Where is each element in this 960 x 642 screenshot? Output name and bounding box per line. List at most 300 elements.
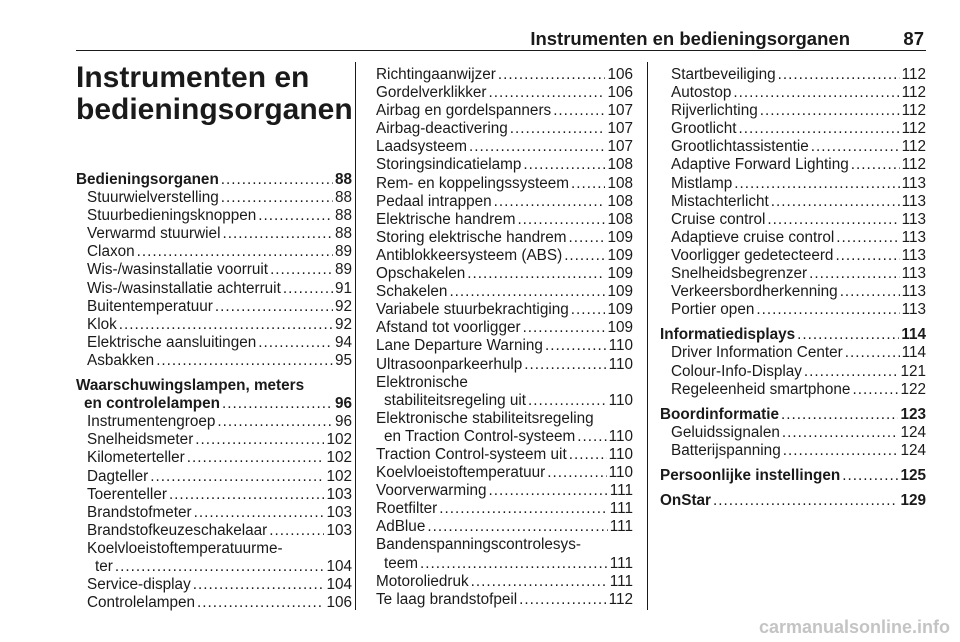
- toc-entry[interactable]: [365, 193, 633, 211]
- dot-leader: [489, 84, 606, 102]
- toc-entry[interactable]: [660, 138, 926, 156]
- toc-section[interactable]: [660, 492, 926, 510]
- toc-entry[interactable]: [76, 522, 352, 540]
- dot-leader: [569, 446, 607, 464]
- dot-leader: [187, 449, 325, 467]
- toc-entry[interactable]: [660, 193, 926, 211]
- dot-leader: [197, 594, 324, 612]
- toc-entry[interactable]: [660, 175, 926, 193]
- toc-entry-text: Controlelampen: [87, 594, 195, 612]
- toc-page-number: 113: [901, 301, 926, 319]
- toc-entry-text: Airbag en gordelspanners: [376, 102, 552, 120]
- chapter-title-line-1: Instrumenten en: [76, 61, 310, 94]
- toc-entry-text-line: Elektronische stabiliteitsregeling: [376, 409, 594, 427]
- toc-page-number: 113: [901, 228, 926, 246]
- toc-entry[interactable]: [365, 500, 633, 518]
- toc-entry-text: Storing elektrische handrem: [376, 228, 567, 246]
- toc-page-number: 102: [326, 449, 352, 467]
- dot-leader: [467, 265, 605, 283]
- toc-entry-text: Variabele stuurbekrachtiging: [376, 301, 569, 319]
- toc-entry-text: Bedieningsorganen: [76, 171, 219, 188]
- toc-entry-text: Wis-/wasinstallatie achterruit: [87, 279, 281, 297]
- toc-entry[interactable]: [365, 283, 633, 301]
- toc-page-number: 92: [334, 297, 352, 315]
- dot-leader: [221, 171, 333, 189]
- toc-entry-text: Service-display: [87, 576, 191, 594]
- toc-entry-text: Elektrische aansluitingen: [87, 333, 257, 351]
- toc-page-number: 112: [901, 66, 926, 83]
- toc-entry[interactable]: [76, 431, 352, 449]
- toc-entry[interactable]: [365, 120, 633, 138]
- toc-page-number: 123: [900, 405, 926, 423]
- dot-leader: [545, 337, 607, 355]
- toc-entry-text: Asbakken: [87, 351, 155, 369]
- toc-entry-text-line: Koelvloeistoftemperatuurme-: [87, 539, 283, 557]
- toc-page-number: 89: [334, 261, 352, 279]
- toc-entry[interactable]: [660, 84, 926, 102]
- chapter-title-line-2: bedieningsorganen: [76, 93, 353, 126]
- toc-entry-text: Regeleenheid smartphone: [671, 380, 851, 398]
- toc-entry-text: Brandstofkeuzeschakelaar: [87, 521, 268, 539]
- dot-leader: [571, 301, 606, 319]
- dot-leader: [489, 482, 608, 500]
- toc-entry-text: Adaptive Forward Lighting: [671, 156, 849, 174]
- toc-entry-text: ter: [95, 557, 113, 575]
- dot-leader: [738, 120, 899, 138]
- dot-leader: [524, 356, 606, 374]
- toc-entry[interactable]: [365, 446, 633, 464]
- toc-entry-text: Snelheidsmeter: [87, 431, 194, 449]
- dot-leader: [778, 66, 900, 84]
- toc-entry[interactable]: [660, 120, 926, 138]
- toc-entry[interactable]: [76, 576, 352, 594]
- toc-entry-text: OnStar: [660, 492, 711, 510]
- toc-entry-text: Stuurwielverstelling: [87, 189, 219, 207]
- toc-page-number: 89: [334, 243, 352, 261]
- dot-leader: [195, 431, 324, 449]
- toc-entry-text: Grootlicht: [671, 120, 737, 138]
- toc-entry-text: Dagteller: [87, 467, 149, 485]
- toc-page-number: 109: [607, 265, 633, 283]
- toc-page-number: 96: [334, 413, 352, 431]
- dot-leader: [194, 504, 325, 522]
- toc-entry-text: Toerenteller: [87, 485, 167, 503]
- dot-leader: [564, 247, 605, 265]
- dot-leader: [269, 522, 324, 540]
- dot-leader: [150, 468, 324, 486]
- toc-page-number: 95: [334, 351, 352, 369]
- dot-leader: [842, 467, 898, 485]
- toc-page-number: 103: [326, 503, 352, 521]
- toc-section[interactable]: [76, 377, 352, 413]
- toc-entry[interactable]: [365, 464, 633, 482]
- toc-entry-text: Colour-Info-Display: [671, 362, 802, 380]
- toc-entry-text: Storingsindicatielamp: [376, 156, 522, 174]
- toc-entry[interactable]: [660, 66, 926, 84]
- toc-page-number: 112: [901, 156, 926, 174]
- dot-leader: [836, 229, 899, 247]
- toc-entry[interactable]: [76, 207, 352, 225]
- dot-leader: [222, 395, 333, 413]
- toc-page-number: 109: [607, 283, 633, 301]
- toc-entry[interactable]: [365, 518, 633, 536]
- toc-page-number: 124: [900, 441, 926, 459]
- toc-section[interactable]: [660, 406, 926, 424]
- toc-entry[interactable]: [76, 540, 352, 576]
- toc-entry-text: Brandstofmeter: [87, 503, 192, 521]
- toc-entry-text: Informatiedisplays: [660, 326, 796, 344]
- toc-entry[interactable]: [76, 504, 352, 522]
- dot-leader: [781, 406, 898, 424]
- dot-leader: [439, 500, 608, 518]
- toc-page-number: 110: [608, 337, 633, 355]
- dot-leader: [115, 558, 325, 576]
- dot-leader: [156, 352, 333, 370]
- toc-entry[interactable]: [365, 591, 633, 609]
- toc-entry-text: Cruise control: [671, 210, 766, 228]
- dot-leader: [809, 265, 900, 283]
- toc-entry-text: Elektrische handrem: [376, 210, 516, 228]
- toc-page-number: 102: [326, 467, 352, 485]
- toc-page-number: 111: [609, 572, 633, 590]
- toc-entry-text-line: Waarschuwingslampen, meters: [76, 377, 305, 395]
- toc-entry[interactable]: [660, 344, 926, 362]
- toc-page-number: 106: [607, 66, 633, 83]
- toc-entry-text: Boordinformatie: [660, 405, 779, 423]
- chapter-title: [76, 62, 353, 126]
- toc-page-number: 114: [901, 344, 926, 362]
- toc-page-number: 112: [901, 120, 926, 138]
- dot-leader: [498, 66, 606, 84]
- toc-entry-text: Gordelverklikker: [376, 84, 487, 102]
- dot-leader: [577, 428, 606, 446]
- toc-page-number: 109: [607, 246, 633, 264]
- dot-leader: [547, 464, 606, 482]
- toc-entry[interactable]: [660, 156, 926, 174]
- dot-leader: [258, 334, 333, 352]
- dot-leader: [427, 518, 607, 536]
- dot-leader: [193, 576, 325, 594]
- dot-leader: [804, 363, 899, 381]
- toc-entry[interactable]: [76, 334, 352, 352]
- toc-entry[interactable]: [660, 102, 926, 120]
- toc-entry-text: Verkeersbordherkenning: [671, 283, 838, 301]
- dot-leader: [169, 486, 325, 504]
- dot-leader: [811, 138, 900, 156]
- toc-page-number: 112: [901, 84, 926, 102]
- dot-leader: [517, 211, 605, 229]
- toc-entry-text: Adaptieve cruise control: [671, 228, 835, 246]
- toc-entry-text: Wis-/wasinstallatie voorruit: [87, 261, 269, 279]
- dot-leader: [222, 225, 333, 243]
- dot-leader: [494, 193, 606, 211]
- toc-page-number: 113: [901, 192, 926, 210]
- toc-entry[interactable]: [365, 229, 633, 247]
- dot-leader: [835, 247, 899, 265]
- toc-entry[interactable]: [76, 486, 352, 504]
- dot-leader: [449, 283, 605, 301]
- toc-page-number: 125: [900, 466, 926, 484]
- toc-page-number: 106: [607, 84, 633, 102]
- toc-entry-text: Kilometerteller: [87, 449, 185, 467]
- dot-leader: [771, 193, 900, 211]
- dot-leader: [523, 156, 605, 174]
- toc-entry[interactable]: [76, 261, 352, 279]
- toc-entry-text: Verwarmd stuurwiel: [87, 225, 221, 243]
- dot-leader: [845, 344, 900, 362]
- toc-page-number: 108: [607, 156, 633, 174]
- toc-page-number: 91: [334, 279, 352, 297]
- dot-leader: [523, 319, 606, 337]
- toc-page-number: 108: [607, 192, 633, 210]
- toc-entry-text: stabiliteitsregeling uit: [384, 391, 526, 409]
- toc-entry-text: Airbag-deactivering: [376, 120, 508, 138]
- toc-entry[interactable]: [660, 442, 926, 460]
- toc-entry[interactable]: [365, 175, 633, 193]
- dot-leader: [258, 207, 333, 225]
- toc-entry[interactable]: [76, 280, 352, 298]
- toc-page-number: 104: [326, 576, 352, 594]
- toc-page-number: 110: [608, 355, 633, 373]
- dot-leader: [221, 189, 333, 207]
- toc-entry-text: Grootlichtassistentie: [671, 138, 809, 156]
- toc-page-number: 113: [901, 210, 926, 228]
- toc-entry[interactable]: [365, 138, 633, 156]
- toc-entry-text: Instrumentengroep: [87, 413, 216, 431]
- toc-entry-text: Buitentemperatuur: [87, 297, 213, 315]
- toc-entry-text: Pedaal intrappen: [376, 192, 492, 210]
- toc-entry[interactable]: [660, 211, 926, 229]
- toc-entry-text: Roetfilter: [376, 500, 438, 518]
- toc-page-number: 106: [326, 594, 352, 612]
- dot-leader: [571, 175, 605, 193]
- toc-entry-text: Motoroliedruk: [376, 572, 469, 590]
- toc-entry[interactable]: [76, 352, 352, 370]
- toc-entry[interactable]: [365, 410, 633, 446]
- page-number: 87: [903, 28, 924, 49]
- toc-page-number: 110: [608, 464, 633, 482]
- toc-page-number: 109: [607, 228, 633, 246]
- dot-leader: [782, 424, 899, 442]
- toc-page-number: 111: [609, 482, 633, 500]
- toc-entry[interactable]: [365, 265, 633, 283]
- toc-entry-text: Stuurbedieningsknoppen: [87, 207, 257, 225]
- dot-leader: [270, 261, 333, 279]
- toc-entry-text: teem: [384, 554, 419, 572]
- toc-entry[interactable]: [76, 243, 352, 261]
- toc-page-number: 129: [900, 492, 926, 510]
- toc-entry[interactable]: [660, 424, 926, 442]
- toc-entry-text-line: Bandenspanningscontrolesys-: [376, 536, 581, 554]
- toc-entry[interactable]: [365, 536, 633, 572]
- dot-leader: [510, 120, 606, 138]
- dot-leader: [471, 573, 608, 591]
- toc-page-number: 110: [608, 427, 633, 445]
- toc-entry[interactable]: [365, 84, 633, 102]
- toc-entry-text: Rem- en koppelingssysteem: [376, 174, 569, 192]
- toc-page-number: 124: [900, 423, 926, 441]
- toc-entry-text: Startbeveiliging: [671, 66, 776, 83]
- dot-leader: [734, 175, 899, 193]
- toc-entry[interactable]: [76, 189, 352, 207]
- toc-entry[interactable]: [76, 449, 352, 467]
- toc-page-number: 110: [608, 445, 633, 463]
- toc-entry[interactable]: [365, 319, 633, 337]
- toc-entry[interactable]: [76, 594, 352, 612]
- toc-entry-text: Claxon: [87, 243, 135, 261]
- toc-page-number: 113: [901, 246, 926, 264]
- toc-page-number: 88: [334, 207, 352, 225]
- toc-entry[interactable]: [365, 374, 633, 410]
- toc-page-number: 108: [607, 174, 633, 192]
- dot-leader: [420, 555, 608, 573]
- toc-entry-text: Snelheidsbegrenzer: [671, 265, 808, 283]
- toc-entry[interactable]: [660, 283, 926, 301]
- toc-page-number: 107: [607, 102, 633, 120]
- toc-entry[interactable]: [76, 468, 352, 486]
- toc-page-number: 108: [607, 210, 633, 228]
- toc-page-number: 111: [609, 518, 633, 536]
- toc-page-number: 94: [334, 333, 352, 351]
- toc-entry[interactable]: [660, 247, 926, 265]
- toc-page-number: 109: [607, 319, 633, 337]
- toc-entry-text: Ultrasoonparkeerhulp: [376, 355, 523, 373]
- toc-page-number: 113: [901, 265, 926, 283]
- toc-entry-text: Schakelen: [376, 283, 448, 301]
- toc-page-number: 113: [901, 283, 926, 301]
- toc-page-number: 111: [609, 500, 633, 518]
- toc-entry[interactable]: [660, 265, 926, 283]
- toc-entry-text: Mistachterlicht: [671, 192, 769, 210]
- toc-page-number: 96: [334, 395, 352, 413]
- toc-entry-text: Driver Information Center: [671, 344, 843, 362]
- toc-entry-text: Afstand tot voorligger: [376, 319, 521, 337]
- dot-leader: [756, 301, 899, 319]
- toc-page-number: 88: [334, 189, 352, 207]
- toc-page-number: 110: [608, 391, 633, 409]
- toc-entry-text: Traction Control-systeem uit: [376, 445, 567, 463]
- toc-entry-text: Te laag brandstofpeil: [376, 590, 518, 608]
- toc-entry[interactable]: [365, 301, 633, 319]
- dot-leader: [568, 229, 605, 247]
- toc-entry[interactable]: [365, 337, 633, 355]
- toc-page-number: 103: [326, 485, 352, 503]
- toc-page-number: 122: [900, 380, 926, 398]
- toc-entry[interactable]: [76, 298, 352, 316]
- dot-leader: [528, 392, 607, 410]
- dot-leader: [797, 326, 899, 344]
- toc-page-number: 114: [901, 326, 926, 344]
- toc-entry-text: Geluidssignalen: [671, 423, 780, 441]
- dot-leader: [760, 102, 900, 120]
- toc-entry[interactable]: [365, 482, 633, 500]
- toc-section[interactable]: [660, 326, 926, 344]
- toc-entry-text: Autostop: [671, 84, 732, 102]
- toc-section[interactable]: [76, 171, 352, 189]
- toc-entry[interactable]: [365, 211, 633, 229]
- page-header: [76, 28, 926, 51]
- toc-entry[interactable]: [76, 225, 352, 243]
- toc-entry[interactable]: [660, 363, 926, 381]
- toc-page-number: 102: [326, 431, 352, 449]
- dot-leader: [215, 298, 333, 316]
- toc-entry[interactable]: [660, 381, 926, 399]
- toc-column-2: [365, 66, 633, 609]
- toc-page-number: 112: [901, 102, 926, 120]
- toc-entry[interactable]: [76, 316, 352, 334]
- toc-page-number: 107: [607, 120, 633, 138]
- toc-entry-text: Antiblokkeersysteem (ABS): [376, 246, 563, 264]
- toc-entry[interactable]: [365, 573, 633, 591]
- toc-page-number: 88: [334, 171, 352, 188]
- toc-page-number: 112: [901, 138, 926, 156]
- toc-page-number: 111: [609, 554, 633, 572]
- toc-entry[interactable]: [365, 102, 633, 120]
- toc-entry-text-line: Elektronische: [376, 373, 468, 391]
- toc-entry[interactable]: [365, 356, 633, 374]
- toc-page-number: 92: [334, 315, 352, 333]
- toc-entry-text: Koelvloeistoftemperatuur: [376, 464, 546, 482]
- toc-page-number: 109: [607, 301, 633, 319]
- dot-leader: [519, 591, 606, 609]
- toc-page-number: 88: [334, 225, 352, 243]
- toc-entry-text: Voorligger gedetecteerd: [671, 246, 834, 264]
- toc-entry-text: Rijverlichting: [671, 102, 758, 120]
- toc-entry[interactable]: [76, 413, 352, 431]
- column-divider-1: [355, 62, 356, 610]
- toc-page-number: 107: [607, 138, 633, 156]
- toc-entry-text: Persoonlijke instellingen: [660, 466, 841, 484]
- toc-entry[interactable]: [660, 229, 926, 247]
- dot-leader: [119, 316, 333, 334]
- dot-leader: [852, 381, 898, 399]
- dot-leader: [469, 138, 605, 156]
- header-title: Instrumenten en bedieningsorganen: [530, 28, 850, 49]
- toc-entry[interactable]: [365, 156, 633, 174]
- dot-leader: [217, 413, 333, 431]
- toc-column-1: [76, 171, 352, 612]
- column-divider-2: [647, 62, 648, 610]
- toc-entry-text: AdBlue: [376, 518, 426, 536]
- dot-leader: [767, 211, 899, 229]
- dot-leader: [783, 442, 899, 460]
- toc-entry[interactable]: [660, 301, 926, 319]
- toc-entry-text: en Traction Control-systeem: [384, 427, 576, 445]
- dot-leader: [733, 84, 899, 102]
- toc-entry[interactable]: [365, 247, 633, 265]
- dot-leader: [137, 243, 333, 261]
- dot-leader: [283, 280, 333, 298]
- toc-entry-text: Opschakelen: [376, 265, 466, 283]
- toc-page-number: 113: [901, 174, 926, 192]
- toc-entry-text: Voorverwarming: [376, 482, 487, 500]
- toc-entry-text: Richtingaanwijzer: [376, 66, 496, 83]
- toc-entry-text: Mistlamp: [671, 174, 733, 192]
- toc-page-number: 104: [326, 557, 352, 575]
- toc-section[interactable]: [660, 467, 926, 485]
- watermark: carmanualsonline.info: [758, 617, 950, 637]
- toc-entry-text: Portier open: [671, 301, 755, 319]
- toc-entry-text: Batterijspanning: [671, 441, 781, 459]
- dot-leader: [840, 283, 900, 301]
- toc-page-number: 103: [326, 521, 352, 539]
- toc-entry-text: Lane Departure Warning: [376, 337, 543, 355]
- dot-leader: [553, 102, 605, 120]
- toc-entry[interactable]: [365, 66, 633, 84]
- dot-leader: [713, 492, 898, 510]
- toc-column-3: [660, 66, 926, 510]
- toc-entry-text: Laadsysteem: [376, 138, 467, 156]
